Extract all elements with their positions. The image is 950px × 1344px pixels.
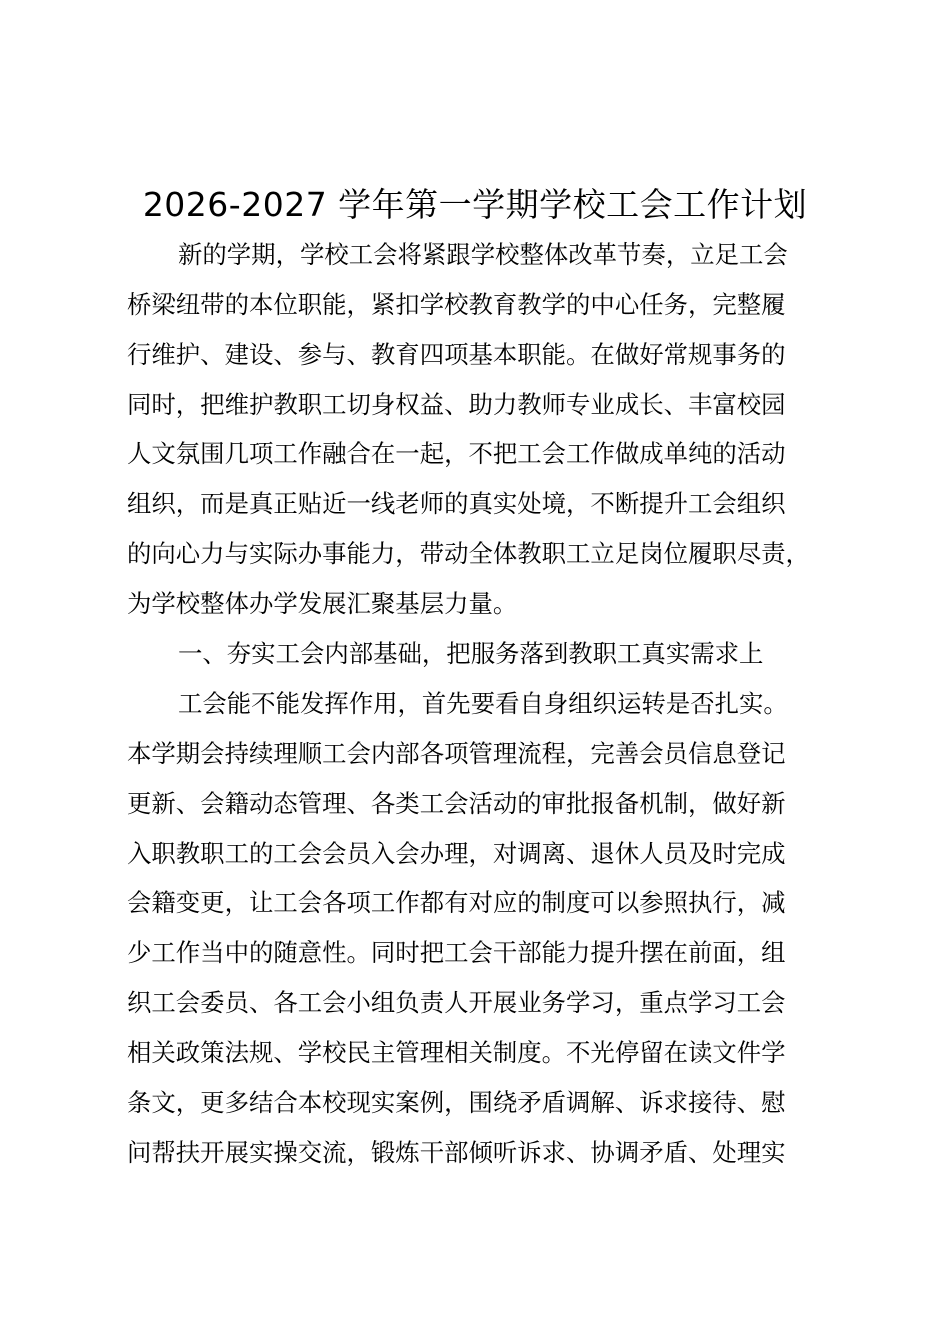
- paragraph-line: 少工作当中的随意性。同时把工会干部能力提升摆在前面，组: [127, 938, 786, 967]
- document-title: 2026-2027 学年第一学期学校工会工作计划: [142, 185, 808, 224]
- paragraph-line: 本学期会持续理顺工会内部各项管理流程，完善会员信息登记: [127, 739, 786, 768]
- paragraph-line: 更新、会籍动态管理、各类工会活动的审批报备机制，做好新: [127, 789, 786, 818]
- paragraph-line: 的向心力与实际办事能力，带动全体教职工立足岗位履职尽责，: [127, 539, 810, 568]
- paragraph-line: 桥梁纽带的本位职能，紧扣学校教育教学的中心任务，完整履: [127, 290, 786, 319]
- section-heading: 一、夯实工会内部基础，把服务落到教职工真实需求上: [178, 639, 764, 668]
- paragraph-line: 人文氛围几项工作融合在一起，不把工会工作做成单纯的活动: [127, 439, 786, 468]
- paragraph-line: 问帮扶开展实操交流，锻炼干部倾听诉求、协调矛盾、处理实: [127, 1138, 786, 1167]
- paragraph-line: 行维护、建设、参与、教育四项基本职能。在做好常规事务的: [127, 340, 786, 369]
- paragraph-line: 织工会委员、各工会小组负责人开展业务学习，重点学习工会: [127, 988, 786, 1017]
- paragraph-line: 相关政策法规、学校民主管理相关制度。不光停留在读文件学: [127, 1038, 786, 1067]
- paragraph-line: 为学校整体办学发展汇聚基层力量。: [127, 589, 518, 618]
- paragraph-line: 会籍变更，让工会各项工作都有对应的制度可以参照执行，减: [127, 888, 786, 917]
- paragraph-line: 条文，更多结合本校现实案例，围绕矛盾调解、诉求接待、慰: [127, 1088, 786, 1117]
- paragraph-line: 工会能不能发挥作用，首先要看自身组织运转是否扎实。: [178, 689, 788, 718]
- paragraph-line: 新的学期，学校工会将紧跟学校整体改革节奏，立足工会: [178, 240, 788, 269]
- paragraph-line: 同时，把维护教职工切身权益、助力教师专业成长、丰富校园: [127, 390, 786, 419]
- paragraph-line: 入职教职工的工会会员入会办理，对调离、退休人员及时完成: [127, 839, 786, 868]
- paragraph-line: 组织，而是真正贴近一线老师的真实处境，不断提升工会组织: [127, 489, 786, 518]
